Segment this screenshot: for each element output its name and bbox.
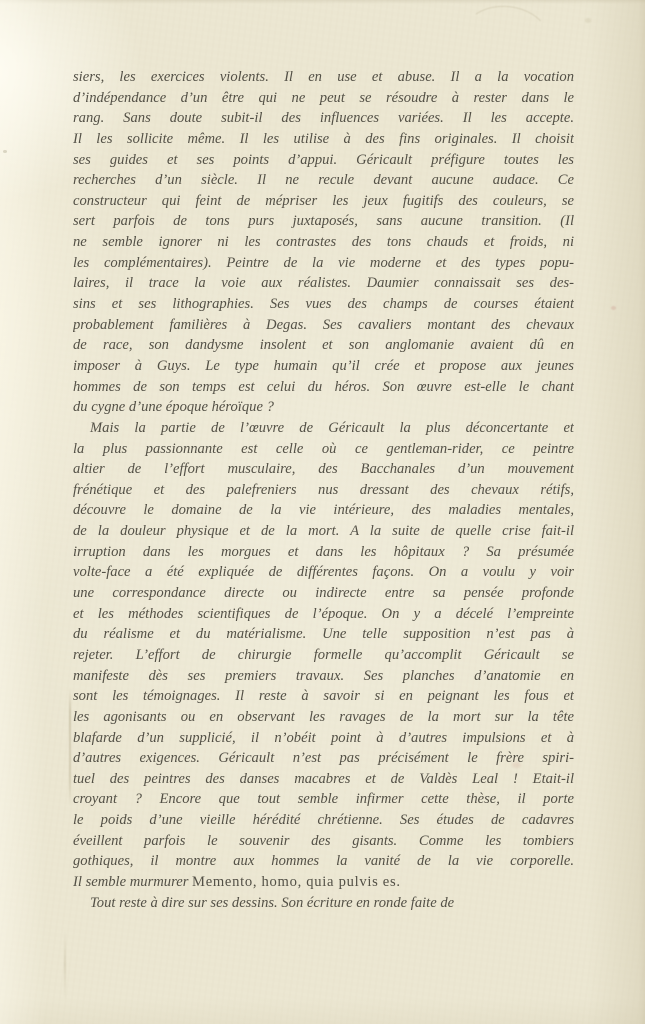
- text-line: [73, 872, 574, 893]
- text-line: de la douleur physique et de la mort. A la suite de quelle crise fait-il: [73, 523, 574, 540]
- paper-watermark-arc: [459, 2, 553, 77]
- text-line: frénétique et des palefreniers nus dressant des chevaux rétifs,: [73, 481, 574, 498]
- paper-speck: [585, 18, 591, 23]
- text-line: découvre le domaine de la vie intérieure, des maladies mentales,: [73, 502, 574, 519]
- text-line: du cygne d’une époque héroïque ?: [73, 399, 274, 416]
- text-line: d’indépendance d’un être qui ne peut se résoudre à rester dans le: [73, 89, 574, 106]
- text-line: et les méthodes scientifiques de l’époque. On y a décelé l’empreinte: [73, 605, 574, 622]
- text-segment: Il semble murmurer: [73, 873, 193, 890]
- text-line: croyant ? Encore que tout semble infirmer cette thèse, il porte: [73, 791, 574, 808]
- text-line: la plus passionnante est celle où ce gentleman-rider, ce peintre: [73, 440, 574, 457]
- text-line: tuel des peintres des danses macabres et de Valdès Leal ! Etait-il: [73, 770, 574, 787]
- text-line: recherches d’un siècle. Il ne recule devant aucune audace. Ce: [73, 172, 574, 189]
- text-line: hommes de son temps est celui du héros. Son œuvre est-elle le chant: [73, 378, 574, 395]
- text-line: ses guides et ses points d’appui. Géricault préfigure toutes les: [73, 151, 574, 168]
- text-line: rang. Sans doute subit-il des influences variées. Il les accepte.: [73, 110, 574, 127]
- text-line: probablement familières à Degas. Ses cavaliers montant des chevaux: [73, 316, 574, 333]
- text-line: éveillent parfois le souvenir des gisants. Comme les tombiers: [73, 832, 574, 849]
- text-line: blafarde d’un supplicié, il n’obéit point à d’autres impulsions et à: [73, 729, 574, 746]
- paper-speck: [611, 306, 616, 310]
- paper-crease-bottom: [64, 930, 66, 1000]
- text-line: les complémentaires). Peintre de la vie moderne et des types popu-: [73, 254, 574, 271]
- text-line: altier de l’effort musculaire, des Bacchanales d’un mouvement: [73, 461, 574, 478]
- text-line: siers, les exercices violents. Il en use et abuse. Il a la vocation: [73, 69, 574, 85]
- text-line: imposer à Guys. Le type humain qu’il crée et propose aux jeunes: [73, 357, 574, 374]
- text-line: gothiques, il montre aux hommes la vanité de la vie corporelle.: [73, 853, 574, 870]
- text-line: Il les sollicite même. Il les utilise à des fins originales. Il choisit: [73, 130, 574, 147]
- text-line: de race, son dandysme insolent et son anglomanie avaient dû en: [73, 337, 574, 354]
- text-line: irruption dans les morgues et dans les hôpitaux ? Sa présumée: [73, 543, 574, 560]
- text-line: une correspondance directe ou indirecte entre sa pensée profonde: [73, 585, 574, 602]
- latin-quote: Memento, homo, quia pulvis es.: [192, 873, 401, 890]
- text-line: sins et ses lithographies. Ses vues des champs de courses étaient: [73, 296, 574, 313]
- text-line: ne semble ignorer ni les contrastes des tons chauds et froids, ni: [73, 234, 574, 251]
- text-line: d’autres exigences. Géricault n’est pas précisément le frère spiri-: [73, 750, 574, 767]
- text-line: manifeste dès ses premiers travaux. Ses planches d’anatomie en: [73, 667, 574, 684]
- text-line: laires, il trace la voie aux réalistes. Daumier connaissait ses des-: [73, 275, 574, 292]
- text-line: sert parfois de tons purs juxtaposés, sans aucune transition. (Il: [73, 213, 574, 230]
- paper-speck: [3, 150, 7, 153]
- text-line: rejeter. L’effort de chirurgie formelle qu’accomplit Géricault se: [73, 646, 574, 663]
- text-line: les agonisants ou en observant les ravages de la mort sur la tête: [73, 708, 574, 725]
- text-line: Tout reste à dire sur ses dessins. Son écriture en ronde faite de: [90, 894, 455, 911]
- text-line: sont les témoignages. Il reste à savoir si en peignant les fous et: [73, 688, 574, 705]
- text-line: volte-face a été expliquée de différentes façons. On a voulu y voir: [73, 564, 574, 581]
- text-line: du réalisme et du matérialisme. Une telle supposition n’est pas à: [73, 626, 574, 643]
- text-line: constructeur qui feint de mépriser les jeux fugitifs des couleurs, se: [73, 192, 574, 209]
- text-line: Mais la partie de l’œuvre de Géricault la plus déconcertante et: [90, 419, 574, 436]
- text-line: le poids d’une vieille hérédité chrétienne. Ses études de cadavres: [73, 812, 574, 829]
- paper-crease: [69, 688, 71, 806]
- text-block: [73, 67, 574, 913]
